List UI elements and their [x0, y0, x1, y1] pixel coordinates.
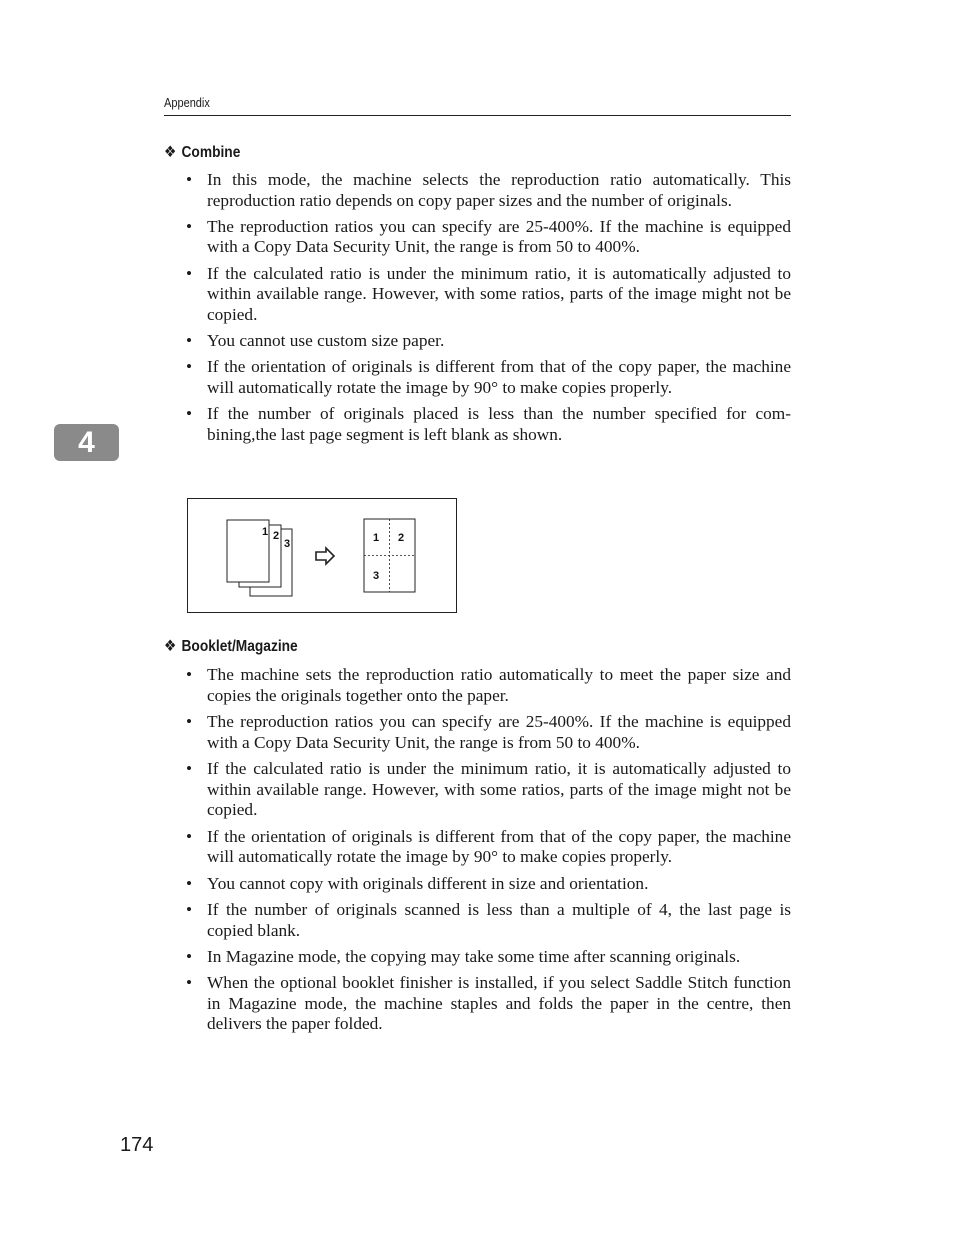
list-item: • If the calculated ratio is under the minimum ratio, it is automatically adjusted to within available range. However, with some ratios, parts of the image might not be copied. — [186, 758, 791, 820]
list-item: • The reproduction ratios you can specify are 25-400%. If the machine is equipped with a Copy Data Security Unit, the range is from 50 to 400%. — [186, 216, 791, 257]
bullet-dot: • — [186, 216, 193, 236]
bullet-dot: • — [186, 758, 193, 778]
bullet-dot: • — [186, 873, 193, 893]
list-item: • In this mode, the machine selects the reproduction ratio automatically. This reproduction ratio depends on copy paper sizes and the number of originals. — [186, 170, 791, 210]
list-item: • If the number of originals placed is less than the number specified for combining,the last page segment is left blank as shown. — [186, 403, 791, 444]
booklet-heading — [164, 638, 298, 656]
diamond-bullet-icon: ❖ — [164, 638, 177, 655]
combine-illustration — [187, 498, 457, 613]
list-item: • In Magazine mode, the copying may take some time after scanning originals. — [186, 946, 741, 966]
bullet-dot: • — [186, 665, 193, 684]
diamond-bullet-icon: ❖ — [164, 144, 177, 161]
combine-diagram — [188, 499, 456, 612]
bullet-dot: • — [186, 711, 193, 731]
result-label-1: 1 — [373, 532, 380, 544]
list-item: • If the orientation of originals is different from that of the copy paper, the machine will automatically rotate the image by 90° to make copies properly. — [186, 357, 791, 397]
bullet-dot: • — [186, 330, 193, 350]
result-label-2: 2 — [398, 532, 405, 544]
bullet-dot: • — [186, 899, 193, 919]
original-label-2: 2 — [273, 530, 280, 542]
bullet-dot: • — [186, 263, 193, 283]
running-header: Appendix — [164, 96, 210, 110]
bullet-dot: • — [186, 826, 193, 846]
list-item: • If the calculated ratio is under the minimum ratio, it is automatically adjusted to within available range. However, with some ratios, parts of the image might not be copied. — [186, 263, 791, 324]
list-item: • The machine sets the reproduction ratio automatically to meet the paper size and copies the originals together onto the paper. — [186, 665, 791, 705]
combine-heading — [164, 144, 240, 162]
list-item: • You cannot use custom size paper. — [186, 330, 445, 350]
bullet-dot: • — [186, 403, 193, 423]
result-label-3: 3 — [373, 570, 380, 582]
booklet-bullet-list — [164, 665, 791, 1041]
chapter-tab: 4 — [54, 424, 119, 461]
bullet-dot: • — [186, 170, 193, 189]
list-item: • When the optional booklet finisher is installed, if you select Saddle Stitch function in Magazine mode, the machine staples and folds the paper in the centre, then delivers the paper folded. — [186, 973, 791, 1034]
page-number: 174 — [120, 1134, 154, 1156]
original-label-1: 1 — [262, 526, 269, 538]
bullet-dot: • — [186, 946, 193, 966]
original-label-3: 3 — [284, 538, 291, 550]
outline-right-arrow-icon — [316, 548, 334, 564]
header-rule — [164, 115, 791, 116]
list-item: • If the orientation of originals is different from that of the copy paper, the machine will automatically rotate the image by 90° to make copies properly. — [186, 826, 791, 867]
bullet-dot: • — [186, 973, 193, 993]
combine-title: Combine — [181, 144, 241, 161]
list-item: • The reproduction ratios you can specify are 25-400%. If the machine is equipped with a Copy Data Security Unit, the range is from 50 to 400%. — [186, 711, 791, 752]
list-item: • If the number of originals scanned is less than a multiple of 4, the last page is copied blank. — [186, 899, 791, 940]
bullet-dot: • — [186, 357, 193, 377]
combine-bullet-list — [164, 170, 791, 451]
booklet-title: Booklet/Magazine — [181, 638, 298, 655]
list-item: • You cannot copy with originals different in size and orientation. — [186, 873, 649, 893]
